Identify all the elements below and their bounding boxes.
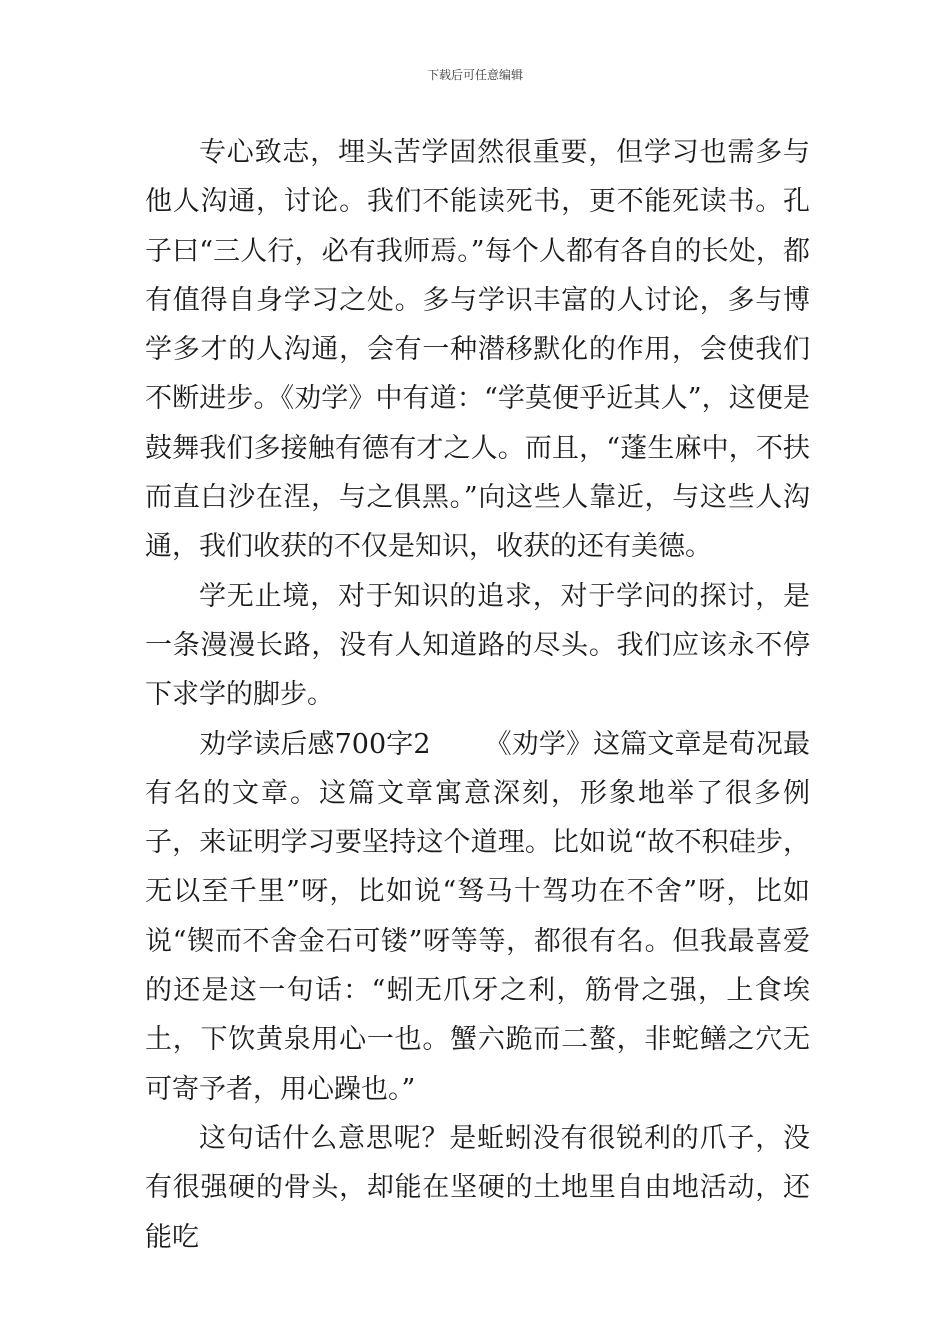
section-title: 劝学读后感700字2 (199, 728, 431, 760)
paragraph: 这句话什么意思呢？是蚯蚓没有很锐利的爪子，没有很强硬的骨头，却能在坚硬的土地里自由地活动，还能吃 (145, 1122, 810, 1253)
section-paragraph (145, 720, 810, 1114)
section-body: 《劝学》这篇文章是荀况最有名的文章。这篇文章寓意深刻，形象地举了很多例子，来证明学习要坚持这个道理。比如说“故不积硅步，无以至千里”呀，比如说“驽马十驾功在不舍”呀，比如说“锲而不舍金石可镂”呀等等，都很有名。但我最喜爱的还是这一句话：“蚓无爪牙之利，筋骨之强，上食埃土，下饮黄泉用心一也。蟹六跪而二螯，非蛇鳝之穴无可寄予者，用心躁也。” (145, 728, 811, 1105)
page-header: 下载后可任意编辑 (426, 68, 523, 82)
paragraph: 学无止境，对于知识的追求，对于学问的探讨，是一条漫漫长路，没有人知道路的尽头。我们应该永不停下求学的脚步。 (145, 580, 810, 711)
document-body (145, 128, 810, 1262)
paragraph: 专心致志，埋头苦学固然很重要，但学习也需多与他人沟通，讨论。我们不能读死书，更不能死读书。孔子曰“三人行，必有我师焉。”每个人都有各自的长处，都有值得自身学习之处。多与学识丰富的人讨论，多与博学多才的人沟通，会有一种潜移默化的作用，会使我们不断进步。《劝学》中有道：“学莫便乎近其人”，这便是鼓舞我们多接触有德有才之人。而且，“蓬生麻中，不扶而直白沙在涅，与之俱黑。”向这些人靠近，与这些人沟通，我们收获的不仅是知识，收获的还有美德。 (145, 137, 810, 563)
